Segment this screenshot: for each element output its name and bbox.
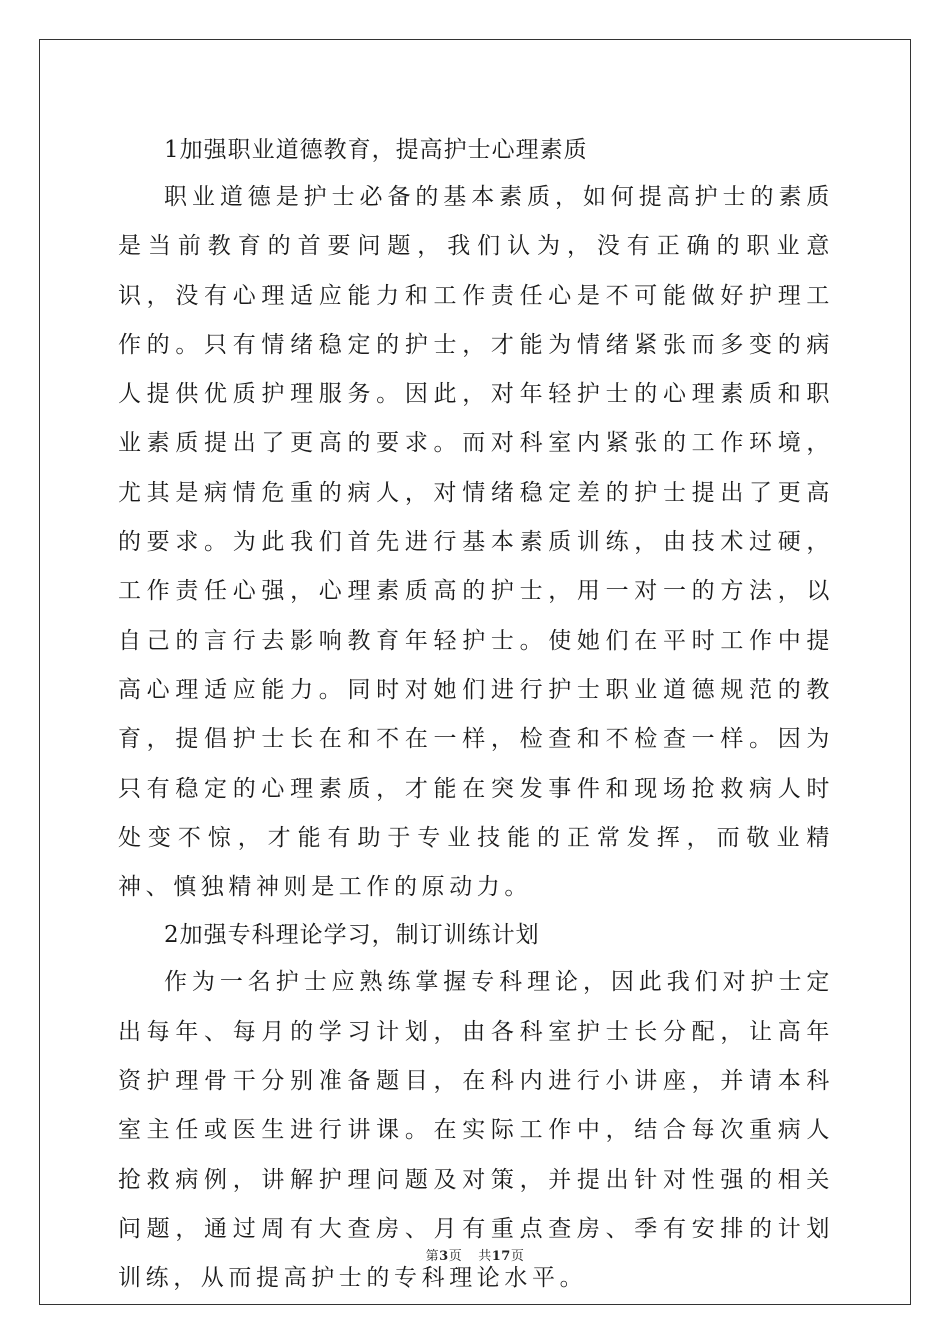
page-number: 3 <box>439 1249 449 1264</box>
section-1-heading: 1加强职业道德教育，提高护士心理素质 <box>164 137 588 163</box>
total-prefix: 共 <box>478 1249 492 1264</box>
section-1-paragraph: 职业道德是护士必备的基本素质，如何提高护士的素质是当前教育的首要问题，我们认为，没有正确的职业意识，没有心理适应能力和工作责任心是不可能做好护理工作的。只有情绪稳定的护士，才能为情绪紧张而多变的病人提供优质护理服务。因此，对年轻护士的心理素质和职业素质提出了更高的要求。而对科室内紧张的工作环境，尤其是病情危重的病人，对情绪稳定差的护士提出了更高的要求。为此我们首先进行基本素质训练，由技术过硬，工作责任心强，心理素质高的护士，用一对一的方法，以自己的言行去影响教育年轻护士。使她们在平时工作中提高心理适应能力。同时对她们进行护士职业道德规范的教育，提倡护士长在和不在一样，检查和不检查一样。因为只有稳定的心理素质，才能在突发事件和现场抢救病人时处变不惊，才能有助于专业技能的正常发挥，而敬业精神、慎独精神则是工作的原动力。 <box>118 184 834 901</box>
document-body <box>118 127 834 1304</box>
page-prefix: 第 <box>425 1249 440 1264</box>
section-2-paragraph: 作为一名护士应熟练掌握专科理论，因此我们对护士定出每年、每月的学习计划，由各科室护士长分配，让高年资护理骨干分别准备题目，在科内进行小讲座，并请本科室主任或医生进行讲课。在实际工作中，结合每次重病人抢救病例，讲解护理问题及对策，并提出针对性强的相关问题，通过周有大查房、月有重点查房、季有安排的计划训练，从而提高护士的专科理论水平。 <box>118 969 834 1292</box>
total-suffix: 页 <box>510 1249 525 1264</box>
page-footer <box>0 1245 950 1264</box>
page-suffix: 页 <box>448 1249 463 1264</box>
section-2-heading: 2加强专科理论学习，制订训练计划 <box>164 922 540 949</box>
total-pages: 17 <box>491 1249 511 1264</box>
